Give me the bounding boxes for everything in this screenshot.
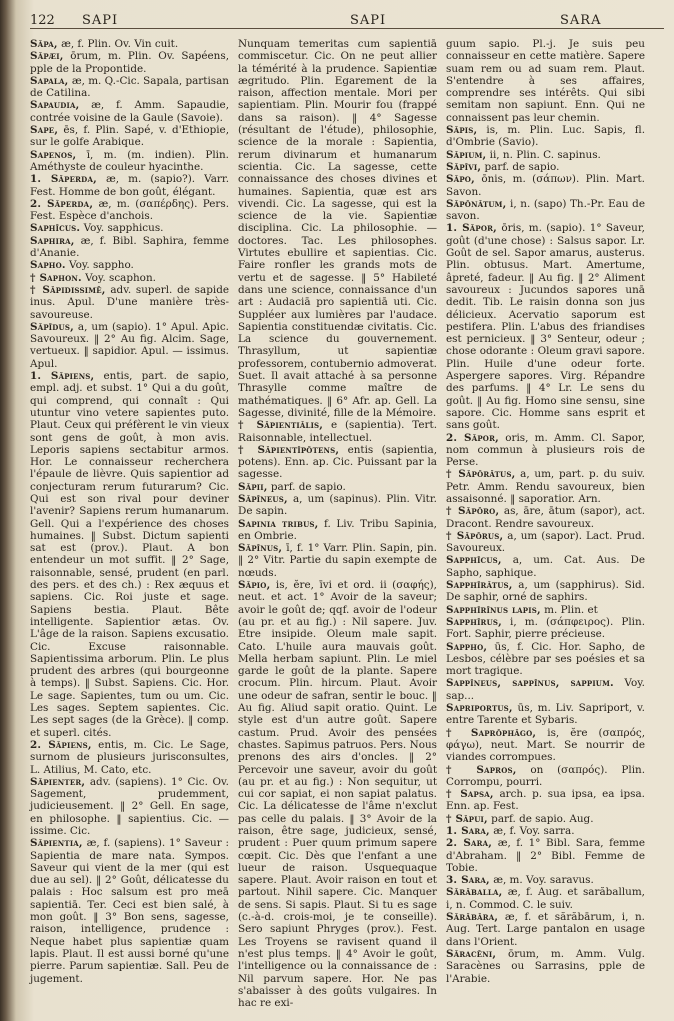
column-3 (446, 38, 645, 1009)
entry-text: guum sapio. Pl.-j. Je suis peu connaisseur en cette matière. Sapere suam rem ou ad suam rem. Plaut. S'entendre à ses affaires, comprendre ses intérêts. Qui sibi semitam non sapiunt. Enn. Qui ne connaissent pas leur chemin. (446, 38, 645, 124)
entry-headword: † Saphon. (30, 271, 82, 284)
entry-text: a, um (sapinus). Plin. Vitr. De sapin. (238, 492, 437, 518)
entry-headword: Săpienter, (30, 775, 86, 788)
entry-headword: Săpĭdus, (30, 320, 74, 333)
entry-headword: Săpo, (446, 173, 475, 186)
entry-headword: † Sapsa, (446, 788, 494, 801)
entry-text: parf. de sapio. Aug. (491, 812, 594, 825)
dictionary-entry (238, 542, 437, 579)
entry-text: is, ĕre, īvi et ord. ii (σαφής), neut. et act. 1° Avoir de la saveur; avoir le goût de; qqf. avoir de l'odeur (au pr. et au fig.) : Nil sapere. Juv. Etre insipide. Oleum male sapit. Cato. L'huile aura mauvais goût. Mella herbam sapiunt. Plin. Le miel garde le goût de la plante. Sapere crocum. Plin. hircum. Plaut. Avoir une odeur de safran, sentir le bouc. ‖ Au fig. Aliud sapit oratio. Quint. Le style est d'un autre goût. Sapere castum. Prud. Avoir des pensées chastes. Sapimus patruos. Pers. Nous prenons des airs d'oncles. ‖ 2° Percevoir une saveur, avoir du goût (au pr. et au fig.) : Non sequitur, ut cui cor sapiat, ei non sapiat palatus. Cic. La délicatesse de l'âme n'exclut pas celle du palais. ‖ 3° Avoir de la raison, être sage, judicieux, sensé, prudent : Puer quum primum sapere cœpit. Cic. Dès que l'enfant a une lueur de raison. Usquequaque sapere. Plaut. Avoir raison en tout et partout. Nihil sapere. Cic. Manquer de sens. Si sapis. Plaut. Si tu es sage (c.-à-d. crois-moi, je te conseille). Sero sapiunt Phryges (prov.). Fest. Les Troyens se ravisent quand il n'est plus temps. ‖ 4° Avoir le goût, l'intelligence ou la connaissance de : Nil parvum sapere. Hor. Ne pas s'abaisser à des goûts vulgaires. In hac re exi- (238, 579, 437, 1010)
dictionary-entry (238, 493, 437, 518)
entry-headword: Săracēni, (446, 947, 497, 960)
entry-headword: Sapphĭrātus, (446, 579, 513, 592)
dictionary-entry (30, 75, 229, 100)
dictionary-entry (30, 149, 229, 174)
entry-text: adv. superl. de sapide inus. Apul. D'une manière très-savoureuse. (30, 283, 229, 321)
entry-headword: Săpientia, (30, 837, 83, 850)
dictionary-entry (446, 641, 645, 678)
dictionary-entry (238, 38, 437, 419)
entry-headword: Sapphĭrīnus lapis, (446, 603, 541, 616)
entry-text: adv. (sapiens). 1° Cic. Ov. Sagement, prudemment, judicieusement. ‖ 2° Gell. En sage, en philosophe. ‖ sapientius. Cic. — issime. Cic. (30, 775, 229, 837)
dictionary-entry (446, 124, 645, 149)
entry-text: æ, m. (σαπέρδης). Pers. Fest. Espèce d'anchois. (30, 197, 229, 223)
dictionary-entry (30, 235, 229, 260)
dictionary-entry (30, 837, 229, 985)
dictionary-entry (30, 370, 229, 739)
dictionary-entry (238, 518, 437, 543)
entry-headword: † Săpōro, (446, 505, 500, 518)
dictionary-entry (238, 444, 437, 481)
entry-text: æ, f. Voy. sarra. (493, 825, 575, 837)
dictionary-entry (30, 99, 229, 124)
entry-text: ōrum, m. Amm. Vulg. Saracènes ou Sarrasins, pple de l'Arabie. (446, 947, 645, 985)
entry-headword: 2. Săperda, (30, 197, 94, 210)
dictionary-entry (446, 554, 645, 579)
entry-text: parf. de sapio. (270, 480, 346, 493)
entry-headword: Sape, (30, 124, 59, 137)
dictionary-entry (446, 886, 645, 911)
entry-headword: Sappīneus, sappīnus, sappium. (446, 677, 614, 690)
dictionary-entry (446, 198, 645, 223)
entry-text: entis, m. Cic. Le Sage, surnom de plusieurs jurisconsultes, L. Atilius, M. Cato, etc. (30, 738, 229, 776)
entry-headword: 1. Săpiens, (30, 370, 95, 383)
entry-text: oris, m. Amm. Cl. Sapor, nom commun à plusieurs rois de Perse. (446, 431, 645, 469)
dictionary-entry (30, 272, 229, 284)
entry-headword: 1. Săpor, (446, 222, 497, 235)
entry-headword: Săpii, (238, 480, 268, 493)
entry-text: a, um (sapor). Lact. Prud. Savoureux. (446, 529, 645, 555)
entry-headword: Săpīvi, (446, 160, 482, 173)
entry-headword: Sărăbāra, (446, 911, 499, 924)
dictionary-entry (446, 837, 645, 874)
entry-headword: † Săpui, (446, 812, 488, 825)
entry-headword: Săpæi, (30, 50, 64, 63)
entry-text: ōris, m. (sapio). 1° Saveur, goût (d'une chose) : Salsus sapor. Lr. Goût de sel. Sapor amarus, austerus. Plin. obtusus. Mart. Amertume, âpreté, fadeur. ‖ Au fig. ‖ 2° Aliment savoureux : Jucundos sapores unā dedit. Tib. Le raisin donna son jus délicieux. Acervatio saporum est pestifera. Plin. L'abus des friandises est pernicieux. ‖ 3° Senteur, odeur ; chose odorante : Oleum gravi sapore. Plin. Huile d'une odeur forte. Aspergere sapores. Virg. Répandre des parfums. ‖ 4° Lr. Le sens du goût. ‖ Au fig. Homo sine sensu, sine sapore. Cic. Homme sans esprit et sans goût. (446, 222, 645, 432)
dictionary-entry (446, 579, 645, 604)
entry-headword: 1. Sara, (446, 825, 490, 837)
dictionary-entry (30, 321, 229, 370)
dictionary-entry (30, 198, 229, 223)
dictionary-entry (446, 911, 645, 948)
entry-headword: Saphira, (30, 234, 75, 247)
entry-text: æ, f. Bibl. Saphira, femme d'Ananie. (30, 234, 229, 260)
entry-text: a, um, part. p. du suiv. Petr. Amm. Rendu savoureux, bien assaisonné. ‖ saporatior. Arn. (446, 468, 645, 505)
entry-text: i, m. (σάπφειρος). Plin. Fort. Saphir, pierre précieuse. (446, 615, 645, 641)
entry-headword: Sapphĭcus, (446, 554, 502, 567)
dictionary-entry (446, 432, 645, 469)
entry-text: parf. de sapio. (484, 160, 560, 173)
entry-text: entis, part. de sapio, empl. adj. et subst. 1° Qui a du goût, qui comprend, qui connaît : Qui utuntur vino vetere sapientes puto. Plaut. Ceux qui préfèrent le vin vieux sont gens de goût, à mon avis. Leporis sapiens sectabitur armos. Hor. Le connaisseur recherchera l'épaule de lièvre. Quis sapientior ad conjecturam rerum futurarum? Cic. Qui est son rival pour deviner l'avenir? Sapiens rerum humanarum. Gell. Qui a l'expérience des choses humaines. ‖ Subst. Dictum sapienti sat est (prov.). Plaut. A bon entendeur un mot suffit. ‖ 2° Sage, raisonnable, sensé, prudent (en parl. des pers. et des ch.) : Rex æquus et sapiens. Cic. Roi juste et sage. Sapiens bestia. Plaut. Bête intelligente. Sapientior ætas. Ov. L'âge de la raison. Sapiens excusatio. Cic. Excuse raisonnable. Sapientissima arborum. Plin. Le plus prudent des arbres (qui bourgeonne à temps). ‖ Subst. Sapiens. Cic. Hor. Le sage. Sapientes, tum ou um. Cic. Les sages. Septem sapientes. Cic. Les sept sages (de la Grèce). ‖ comp. et superl. cités. (30, 370, 229, 739)
dictionary-entry (30, 739, 229, 776)
entry-headword: † Saprŏphăgo, (446, 726, 537, 739)
entry-text: a, um (sapio). 1° Apul. Apic. Savoureux. ‖ 2° Au fig. Alcim. Sage, vertueux. ‖ sapidior. Apul. — issimus. Apul. (30, 320, 229, 370)
entry-headword: † Săpientĭpŏtens, (238, 443, 340, 456)
dictionary-entry (446, 813, 645, 825)
dictionary-entry (446, 788, 645, 813)
dictionary-entry (238, 481, 437, 493)
dictionary-entry (446, 616, 645, 641)
entry-text: ī, f. 1° Varr. Plin. Sapin, pin. ‖ 2° Vitr. Partie du sapin exempte de nœuds. (238, 542, 437, 579)
dictionary-entry (30, 284, 229, 321)
dictionary-entry (446, 874, 645, 886)
dictionary-entry (446, 222, 645, 431)
entry-text: ūs, f. Cic. Hor. Sapho, de Lesbos, célèbre par ses poésies et sa mort tragique. (446, 640, 645, 678)
entry-headword: Săpōnātum, (446, 197, 507, 210)
entry-text: as, āre, ātum (sapor), act. Dracont. Rendre savoureux. (446, 505, 645, 530)
dictionary-entry (238, 579, 437, 1009)
dictionary-entry (446, 702, 645, 727)
entry-headword: Sapala, (30, 74, 69, 87)
column-1 (30, 38, 229, 1009)
header-rule (30, 28, 664, 29)
entry-headword: 3. Sara, (446, 874, 490, 887)
dictionary-entry (446, 468, 645, 505)
dictionary-entry (446, 764, 645, 789)
header-right: SARA (560, 13, 602, 28)
dictionary-entry (446, 173, 645, 198)
entry-text: æ, f. 1° Bibl. Sara, femme d'Abraham. ‖ 2° Bibl. Femme de Tobie. (446, 837, 645, 874)
entry-text: Voy. sapphicus. (83, 222, 164, 235)
dictionary-entry (30, 776, 229, 837)
dictionary-entry (446, 825, 645, 837)
dictionary-entry (446, 604, 645, 616)
entry-text: ūs, m. Liv. Sapriport, v. entre Tarente et Sybaris. (446, 702, 645, 727)
dictionary-entry (30, 38, 229, 50)
entry-headword: † Săpientiālis, (238, 419, 324, 432)
entry-text: ii, n. Plin. C. sapinus. (489, 148, 601, 161)
entry-headword: Sapphīrus, (446, 615, 502, 628)
entry-text: æ, f. Aug. et sarăballum, i, n. Commod. C. le suiv. (446, 886, 645, 911)
entry-text: ōrum, m. Plin. Ov. Sapéens, pple de la Propontide. (30, 50, 229, 75)
dictionary-entry (30, 222, 229, 234)
entry-text: entis (sapientia, potens). Enn. ap. Cic. Puissant par la sagesse. (238, 443, 437, 481)
entry-text: ēs, f. Plin. Sapé, v. d'Ethiopie, sur le golfe Arabique. (30, 124, 230, 149)
entry-headword: † Săpōrātus, (446, 468, 516, 481)
column-2 (238, 38, 437, 1009)
entry-text: arch. p. sua ipsa, ea ipsa. Enn. ap. Fest. (446, 788, 645, 813)
header-left: SAPI (82, 13, 119, 28)
entry-headword: Sapinia tribus, (238, 517, 319, 530)
dictionary-entry (446, 505, 645, 530)
entry-headword: 2. Săpiens, (30, 738, 92, 751)
dictionary-entry (30, 124, 229, 149)
entry-headword: Săpis, (446, 124, 478, 137)
entry-text: æ, f. (sapiens). 1° Saveur : Sapientia de mare nata. Sympos. Saveur qui vient de la mer (qui est due au sel). ‖ 2° Goût, délicatesse du palais : Hoc salsum est pro meā sapientiā. Ter. Ceci est bien salé, à mon goût. ‖ 3° Bon sens, sagesse, raison, intelligence, prudence : Neque habet plus sapientiæ quam lapis. Plaut. Il est aussi borné qu'une pierre. Parum sapientiæ. Sall. Peu de jugement. (30, 837, 229, 985)
entry-headword: 2. Săpor, (446, 431, 499, 444)
dictionary-entry (446, 161, 645, 173)
dictionary-entry (446, 948, 645, 985)
entry-text: æ, m. Voy. saravus. (493, 874, 594, 887)
dictionary-entry (30, 259, 229, 271)
entry-text: a, um. Cat. Aus. De Sapho, saphique. (446, 554, 645, 579)
entry-headword: Sappho, (446, 640, 488, 653)
entry-text: i, n. (sapo) Th.-Pr. Eau de savon. (446, 197, 645, 223)
entry-text: æ, f. Amm. Sapaudie, contrée voisine de la Gaule (Savoie). (30, 99, 229, 124)
entry-text: Voy. sappho. (69, 259, 134, 272)
entry-headword: Sapriportus, (446, 702, 513, 715)
entry-headword: Sapho. (30, 259, 66, 272)
entry-text: on (σαπρός). Plin. Corrompu, pourri. (446, 763, 646, 788)
entry-text: æ, m. (sapio?). Varr. Fest. Homme de bon goût, élégant. (30, 173, 229, 198)
dictionary-entry (30, 50, 229, 75)
entry-text: æ, m. Q.-Cic. Sapala, partisan de Catilina. (30, 74, 229, 100)
dictionary-entry (446, 149, 645, 161)
dictionary-entry (446, 677, 645, 702)
entry-text: æ, f. Plin. Ov. Vin cuit. (61, 38, 179, 50)
entry-headword: Saphīcus. (30, 222, 81, 235)
entry-text: Voy. sap... (446, 677, 645, 702)
entry-headword: † Săpōrus, (446, 529, 504, 542)
entry-text: m. Plin. et (544, 603, 598, 616)
page-number: 122 (30, 13, 55, 28)
dictionary-entry (30, 173, 229, 198)
entry-headword: 1. Săperda, (30, 173, 97, 186)
header-center: SAPI (350, 13, 387, 28)
entry-headword: Săpīnus, (238, 542, 283, 555)
entry-text: a, um (sapphirus). Sid. De saphir, orné de saphirs. (446, 579, 645, 604)
dictionary-entry (446, 727, 645, 764)
entry-headword: Sapaudia, (30, 99, 80, 112)
dictionary-entry (446, 38, 645, 124)
entry-text: ōnis, m. (σάπων). Plin. Mart. Savon. (446, 173, 645, 198)
entry-headword: Sărăballa, (446, 886, 503, 899)
entry-headword: Sapenos, (30, 148, 77, 161)
entry-headword: Săpīneus, (238, 492, 288, 505)
entry-text: Voy. scaphon. (85, 271, 156, 284)
entry-headword: Săpio, (238, 579, 271, 592)
entry-text: æ, f. et sărăbārum, i, n. Aug. Tert. Large pantalon en usage dans l'Orient. (446, 911, 645, 948)
entry-text: Nunquam temeritas cum sapientiā commiscetur. Cic. On ne peut allier la témérité à la prudence. Sapientiæ ægritudo. Plin. Egarement de la raison, affection mentale. Mori per sapientiam. Plin. Mourir fou (frappé dans sa raison). ‖ 4° Sagesse (résultant de l'étude), philosophie, science de la morale : Sapientia, rerum divinarum et humanarum scientia. Cic. La sagesse, cette connaissance des choses divines et humaines. Sapientia, quæ est ars vivendi. Cic. La sagesse, qui est la science de la vie. Sapientiæ disciplina. Cic. La philosophie. — doctores. Tac. Les philosophes. Virtutes ebullire et sapientias. Cic. Faire ronfler les grands mots de vertu et de sagesse. ‖ 5° Habileté dans une science, connaissance d'un art : Audaciā pro sapientiā uti. Cic. Suppléer aux lumières par l'audace. Sapientia constituendæ civitatis. Cic. La science du gouvernement. Thrasyllum, ut sapientiæ professorem, contubernio admoverat. Suet. Il avait attaché à sa personne Thrasylle comme maître de mathématiques. ‖ 6° Afr. ap. Gell. La Sagesse, divinité, fille de la Mémoire. (238, 38, 437, 419)
entry-headword: 2. Sara, (446, 837, 493, 850)
entry-headword: Săpa, (30, 38, 58, 50)
entry-text: e (sapientia). Tert. Raisonnable, intellectuel. (238, 419, 438, 444)
entry-headword: † Sapros, (446, 763, 517, 776)
entry-text: f. Liv. Tribu Sapinia, en Ombrie. (238, 517, 437, 542)
dictionary-entry (446, 530, 645, 555)
dictionary-entry (238, 419, 437, 444)
entry-headword: Sāpium, (446, 148, 487, 161)
entry-text: is, m. Plin. Luc. Sapis, fl. d'Ombrie (Savio). (446, 124, 645, 149)
entry-headword: † Săpidissimē, (30, 283, 106, 296)
entry-text: ī, m. (m. indien). Plin. Améthyste de couleur hyacinthe. (30, 148, 229, 173)
entry-text: is, ĕre (σαπρός, φάγω), neut. Mart. Se nourrir de viandes corrompues. (446, 726, 645, 764)
columns (30, 38, 664, 1009)
